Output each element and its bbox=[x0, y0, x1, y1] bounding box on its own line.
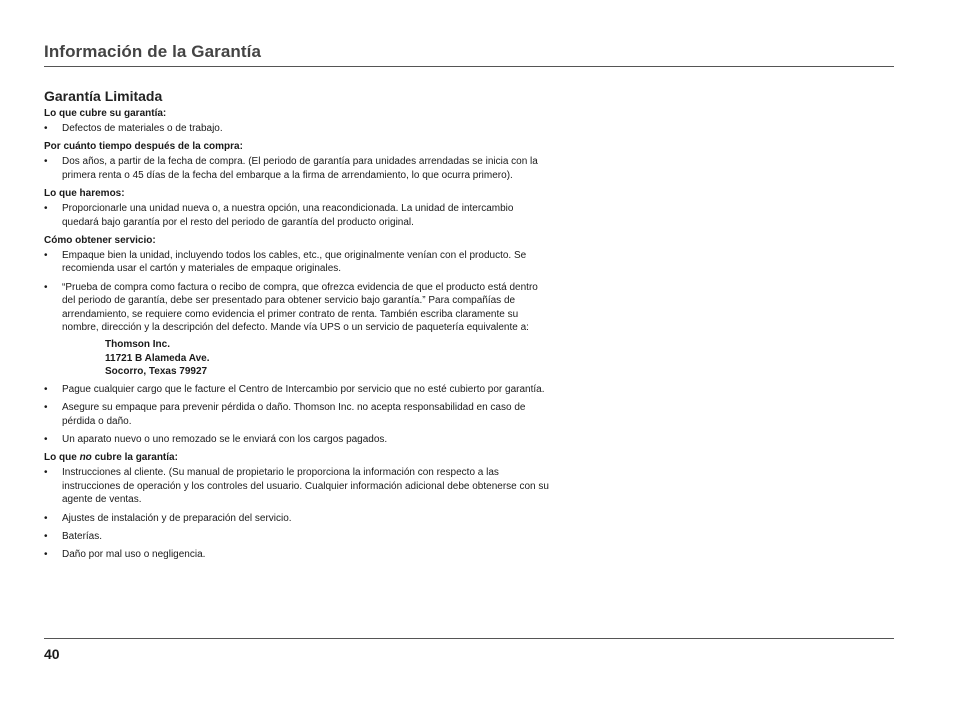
bullet-icon: • bbox=[44, 123, 48, 134]
list-item bbox=[44, 202, 549, 229]
not-covered-list bbox=[44, 466, 549, 561]
list-item-text: Proporcionarle una unidad nueva o, a nuestra opción, una reacondicionada. La unidad de intercambio quedará bajo garantía por el resto del periodo de garantía del producto original. bbox=[62, 203, 514, 228]
address-line: Socorro, Texas 79927 bbox=[105, 366, 208, 378]
list-item-text: Instrucciones al cliente. (Su manual de propietario le proporciona la información con respecto a las instrucciones de operación y los controles del usuario. Cualquier información adicional debe obtenerse con su agente de ventas. bbox=[62, 467, 549, 506]
period-label: Por cuánto tiempo después de la compra: bbox=[44, 141, 243, 153]
coverage-list bbox=[44, 122, 549, 135]
shipping-address bbox=[105, 338, 549, 378]
page-title: Información de la Garantía bbox=[44, 42, 262, 61]
warranty-content bbox=[44, 88, 549, 567]
footer-divider bbox=[44, 638, 894, 639]
list-item-text: Un aparato nuevo o uno remozado se le enviará con los cargos pagados. bbox=[62, 433, 388, 445]
address-line: 11721 B Alameda Ave. bbox=[105, 352, 210, 364]
list-item bbox=[44, 466, 549, 506]
list-item bbox=[44, 548, 549, 561]
bullet-icon: • bbox=[44, 156, 48, 168]
list-item-text: Empaque bien la unidad, incluyendo todos los cables, etc., que originalmente venían con el producto. Se recomienda usar el cartón y materiales de empaque originales. bbox=[62, 250, 527, 275]
bullet-icon: • bbox=[44, 549, 48, 561]
list-item-text: Ajustes de instalación y de preparación del servicio. bbox=[62, 512, 292, 524]
list-item-text: “Prueba de compra como factura o recibo de compra, que ofrezca evidencia de que el producto está dentro del periodo de garantía, debe ser presentado para obtener servicio bajo garantía.” Para compañías de arrendamiento, se requiere como evidencia el primer contrato de renta. También escriba claramente su nombre, dirección y la descripción del defecto. Mande vía UPS o un servicio de paquetería equivalente a: bbox=[62, 281, 538, 334]
bullet-icon: • bbox=[44, 530, 48, 542]
bullet-icon: • bbox=[44, 433, 48, 445]
service-list-after bbox=[44, 383, 549, 447]
actions-label: Lo que haremos: bbox=[44, 188, 125, 200]
list-item-text: Baterías. bbox=[62, 530, 103, 542]
list-item bbox=[44, 281, 549, 335]
list-item-text: Daño por mal uso o negligencia. bbox=[62, 549, 206, 561]
list-item bbox=[44, 122, 549, 135]
list-item bbox=[44, 433, 549, 446]
list-item-text: Asegure su empaque para prevenir pérdida o daño. Thomson Inc. no acepta responsabilidad en caso de pérdida o daño. bbox=[62, 402, 526, 427]
list-item bbox=[44, 512, 549, 525]
not-covered-label-suffix: cubre la garantía: bbox=[94, 452, 178, 464]
not-covered-label bbox=[44, 451, 549, 464]
bullet-icon: • bbox=[44, 402, 48, 414]
bullet-icon: • bbox=[44, 281, 48, 293]
not-covered-label-prefix: Lo que bbox=[44, 452, 77, 464]
coverage-label: Lo que cubre su garantía: bbox=[44, 108, 167, 119]
list-item bbox=[44, 383, 549, 396]
service-label: Cómo obtener servicio: bbox=[44, 235, 156, 247]
bullet-icon: • bbox=[44, 467, 48, 479]
list-item bbox=[44, 155, 549, 182]
bullet-icon: • bbox=[44, 250, 48, 262]
list-item bbox=[44, 401, 549, 428]
actions-list bbox=[44, 202, 549, 229]
service-list-before bbox=[44, 249, 549, 334]
list-item bbox=[44, 530, 549, 543]
list-item bbox=[44, 249, 549, 276]
bullet-icon: • bbox=[44, 203, 48, 215]
period-list bbox=[44, 155, 549, 182]
list-item-text: Defectos de materiales o de trabajo. bbox=[62, 123, 223, 134]
page-number: 40 bbox=[44, 646, 60, 662]
address-line: Thomson Inc. bbox=[105, 339, 170, 351]
list-item-text: Pague cualquier cargo que le facture el Centro de Intercambio por servicio que no esté cubierto por garantía. bbox=[62, 383, 545, 395]
bullet-icon: • bbox=[44, 383, 48, 395]
bullet-icon: • bbox=[44, 512, 48, 524]
not-covered-label-emphasis: no bbox=[79, 452, 92, 464]
list-item-text: Dos años, a partir de la fecha de compra. (El periodo de garantía para unidades arrendadas se inicia con la primera renta o 45 días de la fecha del embarque a la firma de arrendamiento, lo que ocurra primero). bbox=[62, 156, 538, 181]
header-divider bbox=[44, 66, 894, 67]
section-title: Garantía Limitada bbox=[44, 88, 163, 104]
